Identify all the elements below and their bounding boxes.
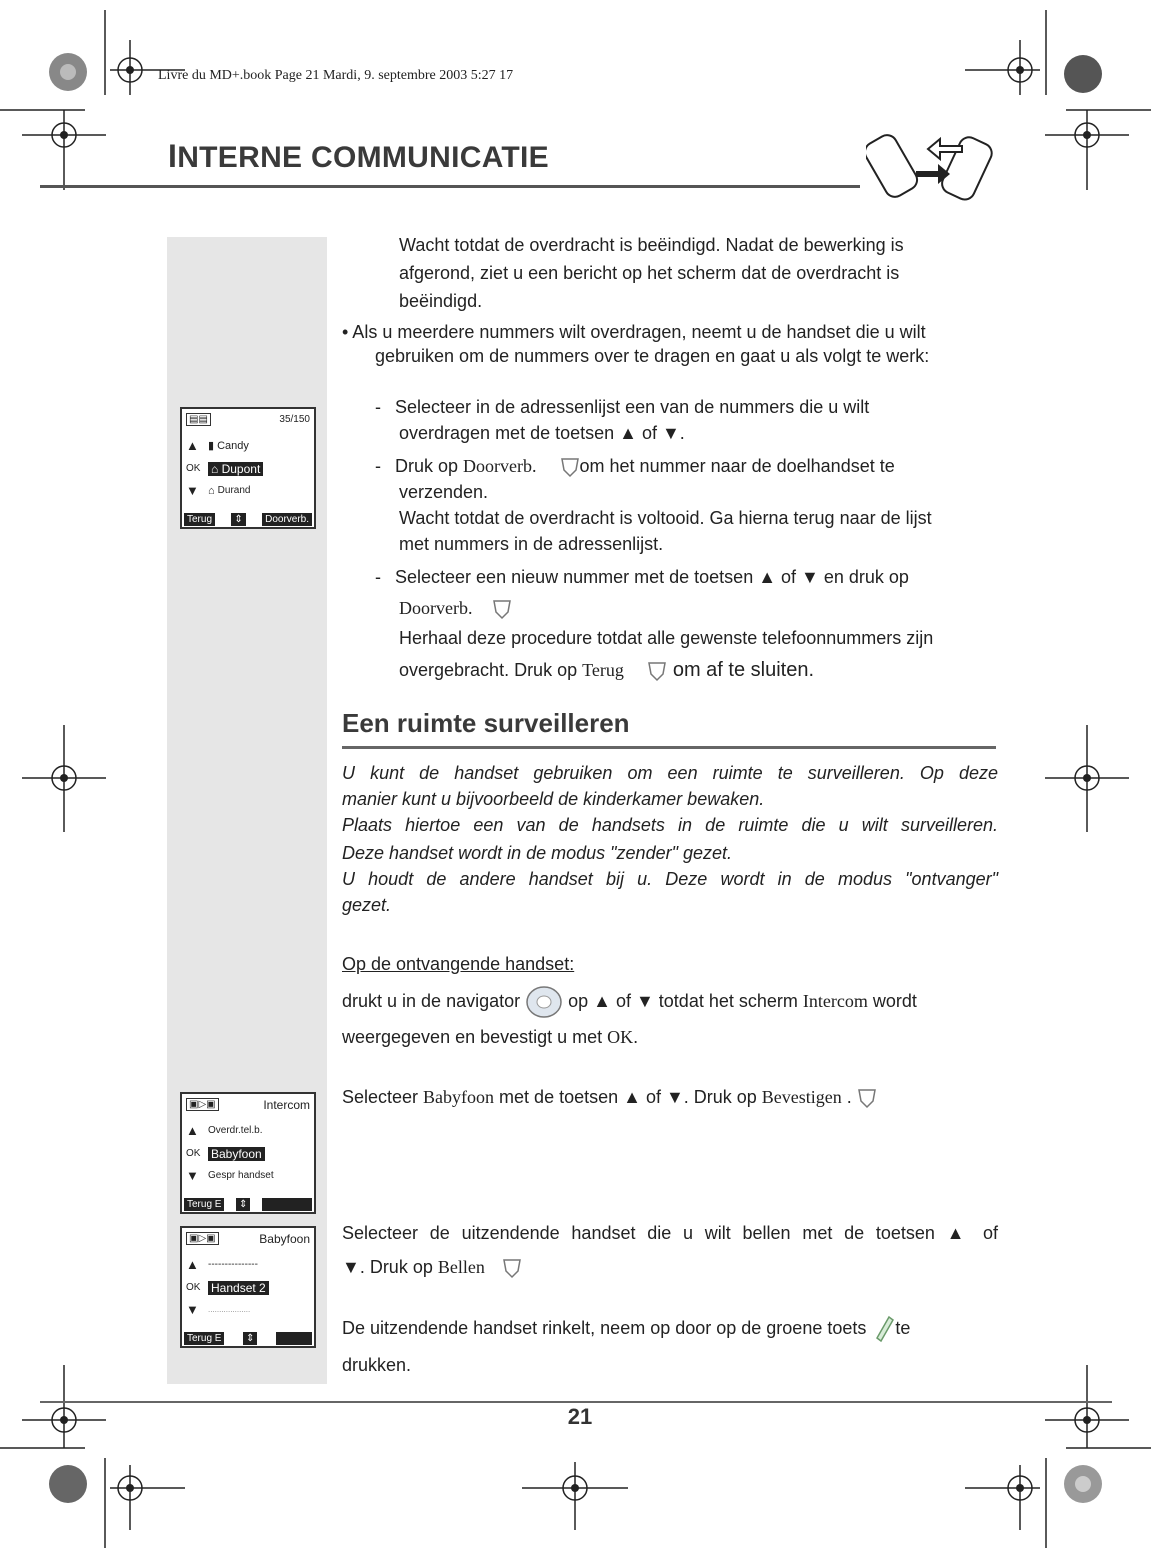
navigator-icon: ⇕ (231, 513, 245, 526)
screen2-item: Overdr.tel.b. (208, 1125, 263, 1136)
arrow-down-icon: ▼ (186, 1302, 199, 1317)
intro-line: Deze handset wordt in de modus "zender" gezet. (342, 843, 733, 863)
step3-line4-a: overgebracht. Druk op (399, 660, 583, 680)
green-call-key-icon (871, 1314, 895, 1344)
receiver-line5-c: drukken. (342, 1355, 412, 1375)
page-number: 21 (567, 1404, 593, 1429)
step2-line3: Wacht totdat de overdracht is voltooid. Ga hierna terug naar de lijst (399, 508, 932, 528)
handset-screen-intercom (180, 1092, 316, 1214)
navigator-icon: ⇕ (243, 1332, 257, 1345)
step2-line2: verzenden. (399, 482, 489, 502)
intro-line: U kunt de handset gebruiken om een ruimte te surveilleren. Op deze (342, 763, 998, 783)
receiver-line2-a: weergegeven en bevestigt u met (342, 1027, 608, 1047)
intro-line: manier kunt u bijvoorbeeld de kinderkamer bewaken. (342, 789, 765, 809)
screen1-left-soft: Terug (184, 513, 215, 526)
step-press-transfer (375, 453, 1000, 557)
handset-transfer-icon (866, 126, 1006, 206)
screen2-left-soft: Terug E (184, 1198, 224, 1211)
home-icon: ⌂ (208, 484, 215, 497)
screen3-ok: OK (186, 1282, 201, 1293)
arrow-down-icon: ▼ (186, 483, 199, 498)
softkey-icon (857, 1087, 877, 1109)
screen2-item: Gespr handset (208, 1170, 274, 1181)
arrow-down-icon: ▼ (186, 1168, 199, 1183)
section-title: Een ruimte surveilleren (342, 708, 630, 738)
step2-line1-a: Druk op (395, 456, 464, 476)
receiver-line3-a: Selecteer (342, 1087, 424, 1107)
intro-line: gezet. (342, 895, 392, 915)
screen1-right-soft: Doorverb. (262, 513, 312, 526)
intercom-key-label: Intercom (802, 990, 868, 1011)
paragraph-multiple-numbers: • Als u meerdere nummers wilt overdragen, neemt u de handset die u wilt gebruiken om de nummers over te dragen en gaat u als volgt te werk: (342, 322, 930, 366)
arrow-up-icon: ▲ (186, 438, 199, 453)
receiver-line1-c: wordt (867, 990, 917, 1011)
receiver-heading: Op de ontvangende handset: (342, 954, 575, 974)
bellen-key-label: Bellen (437, 1257, 485, 1277)
chapter-rule (40, 185, 860, 188)
receiver-line1-b: op ▲ of ▼ totdat het scherm (563, 990, 803, 1011)
screen2-ok: OK (186, 1148, 201, 1159)
softkey-icon (560, 456, 580, 478)
receiver-line1-a: drukt u in de navigator (342, 990, 526, 1011)
bevestigen-key-label: Bevestigen (761, 1087, 842, 1107)
step3-line1: Selecteer een nieuw nummer met de toetsen ▲ of ▼ en druk op (395, 567, 909, 587)
book-icon: ▤▤ (186, 413, 211, 426)
screen3-title: Babyfoon (259, 1231, 310, 1246)
receiver-line5 (342, 1314, 998, 1378)
doorverb-key-label: Doorverb. (463, 456, 537, 476)
screen1-selected-item: ⌂ Dupont (208, 462, 263, 476)
chapter-title-initial: I (168, 138, 178, 174)
babyfoon-key-label: Babyfoon (423, 1087, 495, 1107)
step3-line3: Herhaal deze procedure totdat alle gewenste telefoonnummers zijn (399, 628, 934, 648)
navigator-icon (525, 985, 563, 1019)
arrow-up-icon: ▲ (186, 1123, 199, 1138)
phone-icon: ▮ (208, 440, 215, 452)
screen3-item: --------------- (208, 1259, 258, 1270)
screen3-selected-item: Handset 2 (208, 1281, 269, 1295)
terug-key-label: Terug (582, 660, 624, 680)
receiver-line4-b: ▼. Druk op (342, 1257, 438, 1277)
receiver-line3-c: . (841, 1087, 852, 1107)
receiver-line2 (342, 1024, 638, 1050)
section-intro (342, 760, 998, 918)
screen2-selected-item: Babyfoon (208, 1147, 265, 1161)
intro-line: Plaats hiertoe een van de handsets in de ruimte die u wilt surveilleren. (342, 815, 998, 835)
intercom-icon: ▣▷▣ (186, 1098, 219, 1111)
ok-key-label: OK (607, 1027, 634, 1047)
handset-screen-address-list (180, 407, 316, 529)
screen1-item: Durand (217, 485, 251, 496)
receiver-line2-b: . (633, 1027, 639, 1047)
step1-line1: Selecteer in de adressenlijst een van de nummers die u wilt (395, 397, 870, 417)
receiver-line3 (342, 1084, 877, 1110)
print-header: Livre du MD+.book Page 21 Mardi, 9. septembre 2003 5:27 17 (158, 68, 514, 83)
doorverb-key-label: Doorverb. (399, 598, 473, 618)
screen1-item: Candy (217, 439, 249, 452)
chapter-title (168, 138, 549, 175)
step-select-number (375, 394, 995, 446)
receiver-line4-a: Selecteer de uitzendende handset die u wilt bellen met de toetsen ▲ of (342, 1223, 998, 1243)
screen2-title: Intercom (263, 1097, 310, 1112)
screen3-item: ................... (208, 1305, 251, 1314)
handset-screen-babyfoon (180, 1226, 316, 1348)
section-rule (342, 746, 996, 749)
navigator-icon: ⇕ (236, 1198, 250, 1211)
step2-line4: met nummers in de adressenlijst. (399, 534, 664, 554)
softkey-icon (502, 1257, 522, 1279)
screen3-right-soft (276, 1332, 312, 1345)
screen1-ok: OK (186, 463, 201, 474)
receiver-line5-a: De uitzendende handset rinkelt, neem op door op de groene toets (342, 1317, 872, 1338)
step3-line4-b: om af te sluiten. (672, 659, 815, 681)
chapter-title-rest: NTERNE COMMUNICATIE (177, 141, 549, 174)
receiver-line1 (342, 985, 1002, 1019)
receiver-line5-b: te (895, 1317, 911, 1338)
screen2-right-soft (262, 1198, 312, 1211)
receiver-line3-b: met de toetsen ▲ of ▼. Druk op (494, 1087, 762, 1107)
step1-line2: overdragen met de toetsen ▲ of ▼. (399, 423, 685, 443)
paragraph-transfer-wait: Wacht totdat de overdracht is beëindigd. Nadat de bewerking is afgerond, ziet u een bericht op het scherm dat de overdracht is beëindigd. (399, 235, 904, 311)
softkey-icon (647, 660, 667, 682)
step-select-new-number (375, 564, 1000, 683)
receiver-line4 (342, 1220, 998, 1280)
dash: - (375, 567, 381, 587)
screen3-left-soft: Terug E (184, 1332, 224, 1345)
dash: - (375, 397, 381, 417)
screen1-item: Dupont (221, 461, 261, 476)
step2-line1-b: om het nummer naar de doelhandset te (579, 456, 895, 476)
softkey-icon (492, 598, 512, 620)
intro-line: U houdt de andere handset bij u. Deze wordt in de modus "ontvanger" (342, 869, 998, 889)
intercom-icon: ▣▷▣ (186, 1232, 219, 1245)
screen1-counter: 35/150 (279, 414, 310, 425)
dash: - (375, 456, 381, 476)
arrow-up-icon: ▲ (186, 1257, 199, 1272)
footer-rule (40, 1401, 1112, 1403)
